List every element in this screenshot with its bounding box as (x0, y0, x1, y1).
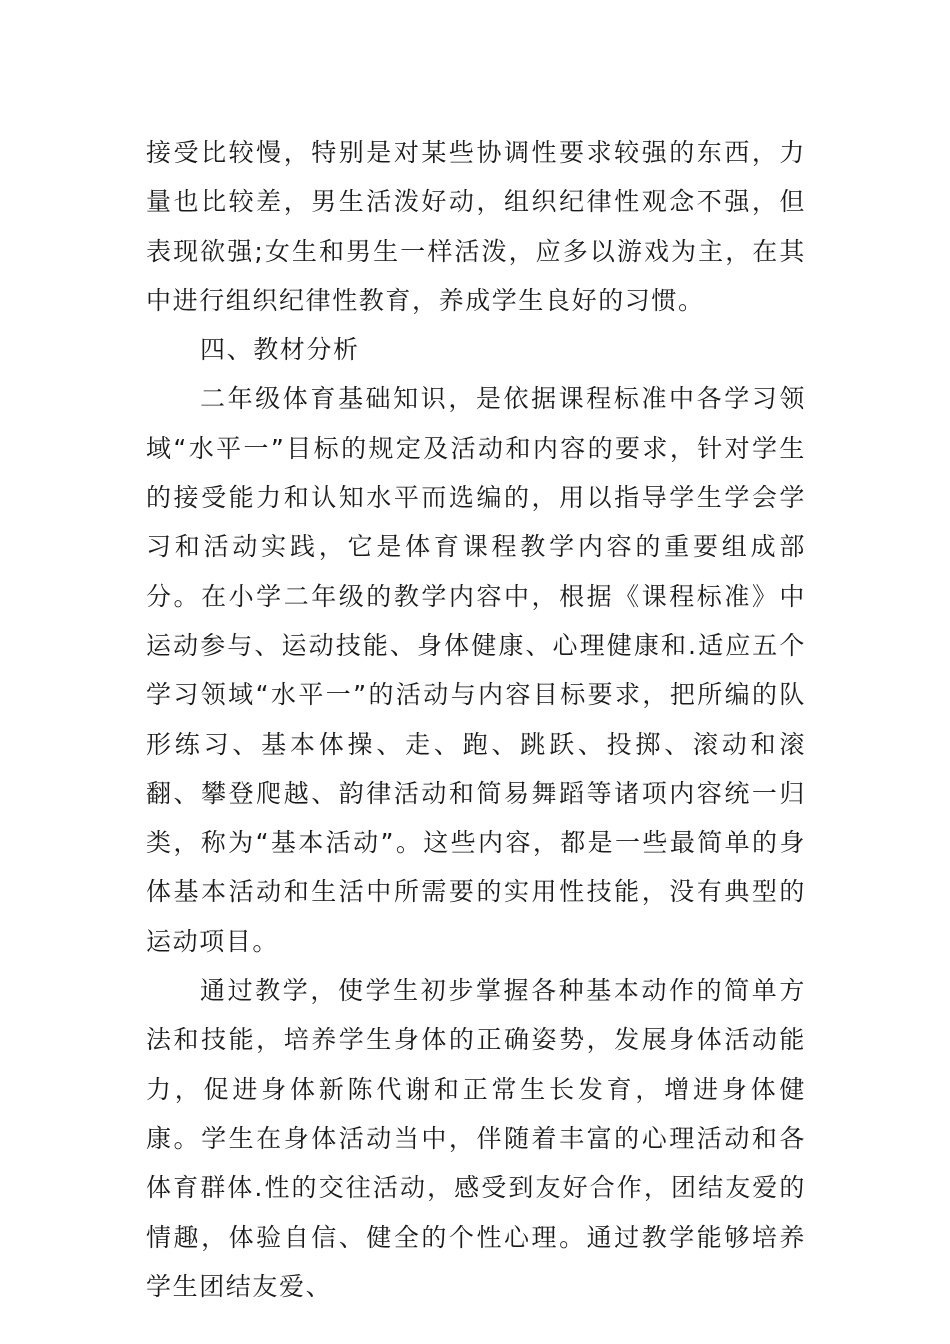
paragraph-teaching-goals: 通过教学，使学生初步掌握各种基本动作的简单方法和技能，培养学生身体的正确姿势，发展身体活动能力，促进身体新陈代谢和正常生长发育，增进身体健康。学生在身体活动当中，伴随着丰富的心理活动和各体育群体.性的交往活动，感受到友好合作，团结友爱的情趣，体验自信、健全的个性心理。通过教学能够培养学生团结友爱、 (146, 976, 806, 1301)
paragraph-continuation: 接受比较慢，特别是对某些协调性要求较强的东西，力量也比较差，男生活泼好动，组织纪律性观念不强，但表现欲强;女生和男生一样活泼，应多以游戏为主，在其中进行组织纪律性教育，养成学生良好的习惯。 (146, 138, 806, 315)
paragraph-textbook-analysis: 二年级体育基础知识，是依据课程标准中各学习领域“水平一”目标的规定及活动和内容的要求，针对学生的接受能力和认知水平而选编的，用以指导学生学会学习和活动实践，它是体育课程教学内容的重要组成部分。在小学二年级的教学内容中，根据《课程标准》中运动参与、运动技能、身体健康、心理健康和.适应五个学习领域“水平一”的活动与内容目标要求，把所编的队形练习、基本体操、走、跑、跳跃、投掷、滚动和滚翻、攀登爬越、韵律活动和简易舞蹈等诸项内容统一归类，称为“基本活动”。这些内容，都是一些最简单的身体基本活动和生活中所需要的实用性技能，没有典型的运动项目。 (146, 384, 806, 956)
document-body (146, 128, 806, 1311)
section-heading: 四、教材分析 (200, 335, 360, 365)
